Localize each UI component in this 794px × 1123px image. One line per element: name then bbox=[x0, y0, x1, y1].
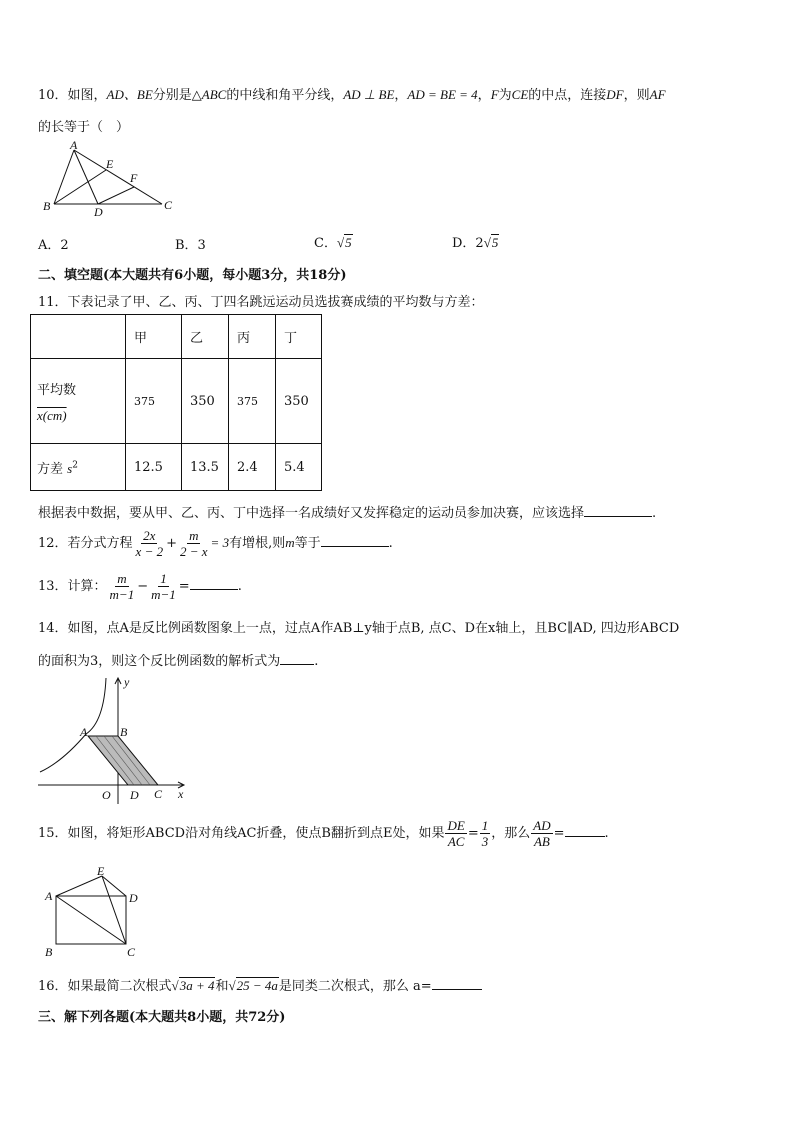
q14-label-o: O bbox=[102, 788, 111, 802]
q10-line2: 的长等于（ ） bbox=[38, 120, 130, 135]
table-cell: 350 bbox=[276, 359, 322, 444]
q10-triangle-figure bbox=[38, 140, 178, 220]
q16-answer-blank[interactable] bbox=[432, 977, 482, 990]
q10-option-b: B．3 bbox=[175, 238, 206, 253]
q10-option-a: A．2 bbox=[38, 238, 69, 253]
section-3-heading: 三、解下列各题(本大题共8小题，共72分) bbox=[38, 1010, 286, 1025]
q10-label-d: D bbox=[94, 205, 103, 219]
q15-label-a: A bbox=[45, 889, 53, 903]
q15-rectangle-figure bbox=[38, 866, 148, 962]
q12-fraction-2: $\frac{m}{2 - x}$ bbox=[180, 528, 208, 559]
q15-answer-blank[interactable] bbox=[565, 824, 605, 837]
q15-fraction-one-third: $\frac{1}{3}$ bbox=[481, 818, 489, 849]
table-header-jia: 甲 bbox=[126, 315, 182, 359]
q10-label-f: F bbox=[130, 171, 138, 185]
q14-line1: 14．如图，点A是反比例函数图象上一点，过点A作AB⊥y轴于点B, 点C、D在x轴上，且BC∥AD, 四边形ABCD bbox=[38, 621, 680, 636]
q14-answer-blank[interactable] bbox=[280, 652, 314, 665]
q14-label-x: x bbox=[178, 787, 184, 801]
mean-unit: x(cm) bbox=[37, 407, 67, 423]
table-header-bing: 丙 bbox=[229, 315, 276, 359]
q14-label-c: C bbox=[154, 787, 163, 801]
q11-score-table bbox=[30, 314, 322, 491]
q16-line: 16．如果最简二次根式√3a + 4和√25 − 4a是同类二次根式，那么 a= bbox=[38, 975, 482, 994]
section-2-heading: 二、填空题(本大题共有6小题，每小题3分，共18分) bbox=[38, 268, 347, 283]
q12-fraction-1: $\frac{2x}{x - 2}$ bbox=[135, 528, 164, 559]
q10-label-c: C bbox=[164, 198, 173, 212]
q10-option-d: D．2√5 bbox=[452, 235, 499, 251]
q14-label-y: y bbox=[124, 675, 130, 689]
q12-line: 12．若分式方程 $\frac{2x}{x - 2}$ + $\frac{m}{2 - x}$ = 3有增根,则m等于 . bbox=[38, 528, 393, 559]
table-row bbox=[31, 444, 322, 491]
table-row-label-variance: 方差 $s^2$ bbox=[31, 444, 126, 491]
table-header-row bbox=[31, 315, 322, 359]
table-cell: 5.4 bbox=[276, 444, 322, 491]
table-row bbox=[31, 359, 322, 444]
q14-label-b: B bbox=[120, 725, 128, 739]
q10-label-e: E bbox=[106, 157, 114, 171]
table-cell: 375 bbox=[126, 359, 182, 444]
table-cell: 13.5 bbox=[182, 444, 229, 491]
table-cell: 350 bbox=[182, 359, 229, 444]
q13-line: 13．计算： $\frac{m}{m-1}$ − $\frac{1}{m-1}$ = . bbox=[38, 571, 242, 602]
q15-label-e: E bbox=[97, 866, 105, 878]
q14-label-a: A bbox=[80, 725, 88, 739]
table-cell: 2.4 bbox=[229, 444, 276, 491]
q15-line: 15．如图，将矩形ABCD沿对角线AC折叠，使点B翻折到点E处，如果 $\frac{DE}{AC}$ = $\frac{1}{3}$ ，那么 $\frac{AD}{AB}$ = . bbox=[38, 818, 609, 849]
q11-answer-blank[interactable] bbox=[584, 504, 652, 517]
q15-label-b: B bbox=[45, 945, 53, 959]
q15-fraction-ad-ab: $\frac{AD}{AB}$ bbox=[533, 818, 551, 849]
q10-label-a: A bbox=[70, 140, 78, 152]
q15-label-d: D bbox=[129, 891, 138, 905]
q13-fraction-1: $\frac{m}{m-1}$ bbox=[109, 571, 135, 602]
q10-line1: 10．如图，AD、BE分别是△ABC的中线和角平分线，AD ⊥ BE，AD = BE = 4，F为CE的中点，连接DF，则AF bbox=[38, 87, 666, 103]
table-header-ding: 丁 bbox=[276, 315, 322, 359]
q15-label-c: C bbox=[127, 945, 136, 959]
table-cell: 375 bbox=[229, 359, 276, 444]
q14-line2: 的面积为3，则这个反比例函数的解析式为 . bbox=[38, 654, 319, 669]
q12-answer-blank[interactable] bbox=[321, 534, 389, 547]
q14-hyperbola-figure bbox=[34, 672, 194, 804]
q15-fraction-de-ac: $\frac{DE}{AC}$ bbox=[447, 818, 465, 849]
table-header-yi: 乙 bbox=[182, 315, 229, 359]
q13-fraction-2: $\frac{1}{m-1}$ bbox=[151, 571, 176, 602]
q13-answer-blank[interactable] bbox=[190, 577, 238, 590]
q10-label-b: B bbox=[43, 199, 51, 213]
q14-label-d: D bbox=[130, 788, 139, 802]
table-cell: 12.5 bbox=[126, 444, 182, 491]
q10-option-c: C．√5 bbox=[314, 235, 352, 251]
q11-question: 根据表中数据，要从甲、乙、丙、丁中选择一名成绩好又发挥稳定的运动员参加决赛，应该选择 . bbox=[38, 506, 657, 521]
table-row-label-mean: 平均数 x(cm) bbox=[31, 359, 126, 444]
q11-text: 11．下表记录了甲、乙、丙、丁四名跳远运动员选拔赛成绩的平均数与方差： bbox=[38, 295, 484, 310]
